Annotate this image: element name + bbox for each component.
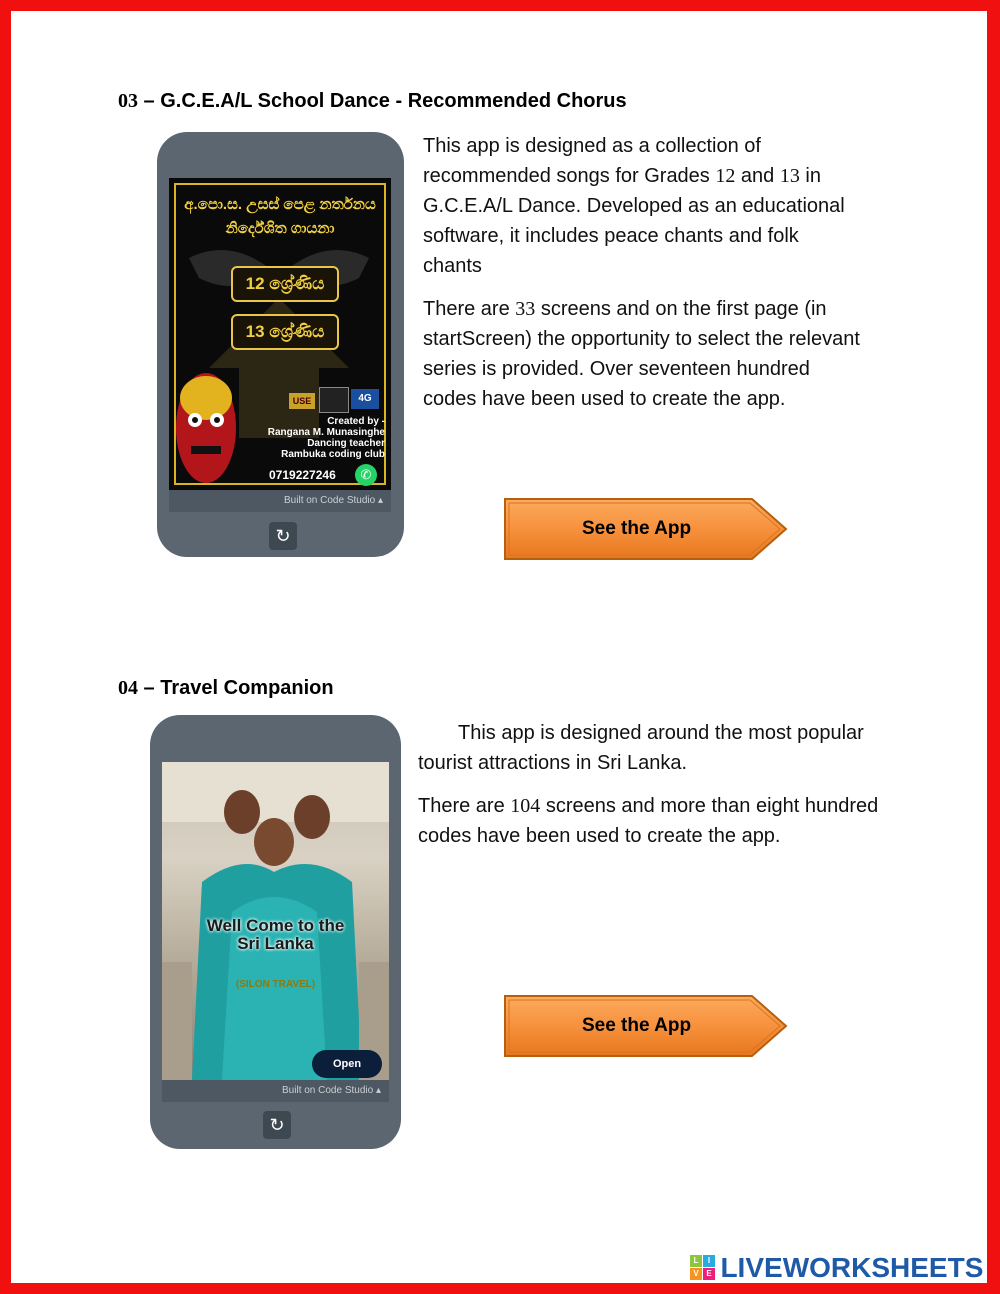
credit-line: Dancing teacher [307, 438, 385, 449]
mask-image [171, 358, 241, 488]
see-the-app-button-04[interactable] [504, 995, 788, 1057]
section-number: 03 [118, 90, 138, 112]
welcome-line1: Well Come to the [206, 916, 345, 935]
credits-block [268, 416, 385, 460]
description-03 [423, 131, 863, 427]
logo-mark-letter: I [703, 1255, 715, 1267]
text-run: There are [423, 298, 516, 320]
text-run: This app is designed around the most popular tourist attractions in Sri Lanka. [418, 722, 864, 774]
see-the-app-button-03[interactable] [504, 498, 788, 560]
contact-number: 0719227246 [269, 468, 336, 482]
grade-number: 12 [715, 165, 736, 187]
heading-dash: – [138, 90, 161, 112]
section-heading-04 [118, 677, 334, 700]
logo-mark-letter: E [703, 1268, 715, 1280]
description-paragraph [418, 791, 898, 851]
text-run: This app is designed as a collection of recommended songs for Grades [423, 135, 761, 187]
logo-mark-letter: L [690, 1255, 702, 1267]
text-run: screens and more than eight hundred codes have been used to create the app. [418, 795, 879, 847]
section-heading-03 [118, 90, 627, 113]
screen-count: 104 [510, 795, 541, 817]
see-the-app-label: See the App [581, 1015, 692, 1036]
grade-number: 13 [779, 165, 800, 187]
headphones-icon [319, 387, 349, 413]
credit-line: Rambuka coding club [281, 449, 385, 460]
credit-line: Rangana M. Munasinghe [267, 427, 385, 438]
welcome-line2: Sri Lanka [237, 934, 314, 953]
screen-title-line1: අ.පො.ස. උසස් පෙළ නර්තනය [184, 196, 376, 213]
liveworksheets-logo-mark [690, 1255, 716, 1281]
section-title: G.C.E.A/L School Dance - Recommended Chorus [160, 90, 627, 112]
section-title: Travel Companion [160, 677, 334, 699]
reload-icon[interactable]: ↻ [269, 522, 297, 550]
see-the-app-label: See the App [581, 518, 692, 539]
use-badge: USE [289, 393, 315, 409]
text-run: There are [418, 795, 511, 817]
text-run: in G.C.E.A/L Dance. Developed as an educational software, it includes peace chants and folk chants [423, 165, 845, 277]
phone-mockup-travel [150, 715, 401, 1149]
screen-title-line2: නිර්දේශිත ගායනා [225, 220, 335, 237]
description-paragraph [423, 294, 863, 414]
liveworksheets-logo-text: LIVEWORKSHEETS [720, 1252, 984, 1283]
credit-line: Created by - [327, 416, 385, 427]
travel-subtitle: (SILON TRAVEL) [235, 979, 316, 990]
code-studio-bar[interactable]: Built on Code Studio ▴ [162, 1080, 389, 1102]
open-button[interactable]: Open [312, 1050, 382, 1078]
description-04 [418, 718, 898, 864]
logo-mark-letter: V [690, 1268, 702, 1280]
grade-12-button[interactable]: 12 ශ්‍රේණිය [231, 266, 339, 302]
heading-dash: – [138, 677, 161, 699]
section-number: 04 [118, 677, 138, 699]
whatsapp-icon: ✆ [355, 464, 377, 486]
code-studio-bar[interactable]: Built on Code Studio ▴ [169, 490, 391, 512]
description-paragraph [418, 718, 898, 778]
phone-mockup-dance [157, 132, 404, 557]
text-run: and [735, 165, 780, 187]
grade-13-button[interactable]: 13 ශ්‍රේණිය [231, 314, 339, 350]
app-screen-travel [162, 762, 389, 1080]
4g-icon: 4G [351, 389, 379, 409]
screen-count: 33 [515, 298, 536, 320]
description-paragraph [423, 131, 863, 281]
text-run: screens and on the first page (in startScreen) the opportunity to select the relevant series is provided. Over seventeen hundred codes have been used to create the app. [423, 298, 860, 410]
reload-icon[interactable]: ↻ [263, 1111, 291, 1139]
app-screen-dance [169, 178, 391, 490]
liveworksheets-logo[interactable] [690, 1252, 983, 1284]
